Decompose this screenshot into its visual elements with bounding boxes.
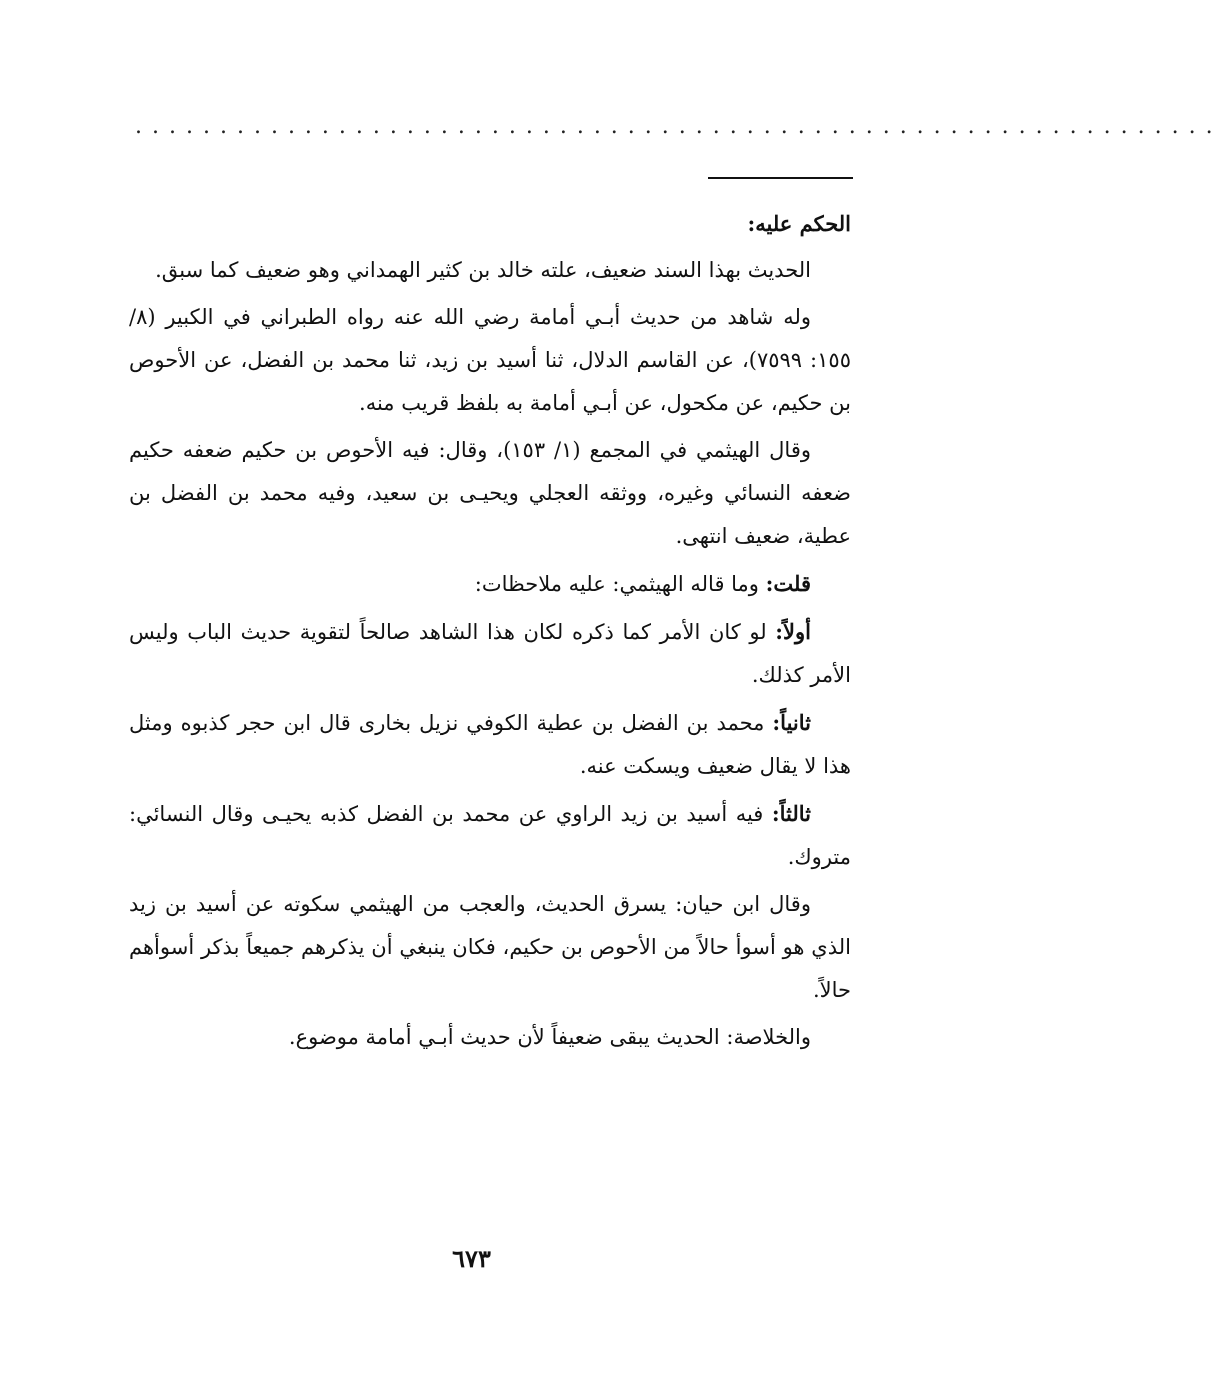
paragraph-7: [129, 792, 851, 879]
paragraph-text: لو كان الأمر كما ذكره لكان هذا الشاهد صالحاً لتقوية حديث الباب وليس الأمر كذلك.: [129, 620, 851, 687]
paragraph-8: [129, 883, 851, 1012]
paragraph-6: [129, 701, 851, 788]
paragraph-text: وقال ابن حيان: يسرق الحديث، والعجب من الهيثمي سكوته عن أسيد بن زيد الذي هو أسوأ حالاً من الأحوص بن حكيم، فكان ينبغي أن يذكرهم جميعاً بذكر أسوأهم حالاً.: [129, 892, 851, 1002]
paragraph-text: وقال الهيثمي في المجمع (١/ ١٥٣)، وقال: فيه الأحوص بن حكيم ضعفه حكيم ضعفه النسائي وغيره، ووثقه العجلي ويحيـى بن سعيد، وفيه محمد بن الفضل بن عطية، ضعيف انتهى.: [129, 438, 851, 548]
footnote-rule: [708, 177, 853, 179]
paragraph-2: [129, 296, 851, 425]
paragraph-lead: قلت:: [765, 571, 811, 596]
dotted-separator: ................................................................: [135, 114, 1223, 139]
paragraph-3: [129, 429, 851, 558]
paragraph-text: الحديث بهذا السند ضعيف، علته خالد بن كثير الهمداني وهو ضعيف كما سبق.: [155, 258, 811, 282]
section-heading: الحكم عليه:: [747, 211, 851, 236]
paragraph-lead: ثانياً:: [772, 710, 811, 735]
paragraph-text: والخلاصة: الحديث يبقى ضعيفاً لأن حديث أبـي أمامة موضوع.: [288, 1025, 811, 1049]
paragraph-lead: أولاً:: [775, 619, 811, 644]
paragraph-1: [129, 249, 851, 292]
paragraph-4: [129, 562, 851, 606]
page-number: ٦٧٣: [452, 1244, 491, 1273]
paragraph-text: وما قاله الهيثمي: عليه ملاحظات:: [474, 572, 766, 596]
paragraph-lead: ثالثاً:: [771, 801, 811, 826]
main-text: [129, 202, 851, 1063]
paragraph-text: فيه أسيد بن زيد الراوي عن محمد بن الفضل كذبه يحيـى وقال النسائي: متروك.: [129, 802, 851, 869]
paragraph-9: [129, 1016, 851, 1059]
paragraph-text: محمد بن الفضل بن عطية الكوفي نزيل بخارى قال ابن حجر كذبوه ومثل هذا لا يقال ضعيف ويسكت عنه.: [129, 711, 851, 778]
paragraph-text: وله شاهد من حديث أبـي أمامة رضي الله عنه رواه الطبراني في الكبير (٨/ ١٥٥: ٧٥٩٩)، عن القاسم الدلال، ثنا أسيد بن زيد، ثنا محمد بن الفضل، عن الأحوص بن حكيم، عن مكحول، عن أبـي أمامة به بلفظ قريب منه.: [129, 305, 851, 415]
paragraph-5: [129, 610, 851, 697]
